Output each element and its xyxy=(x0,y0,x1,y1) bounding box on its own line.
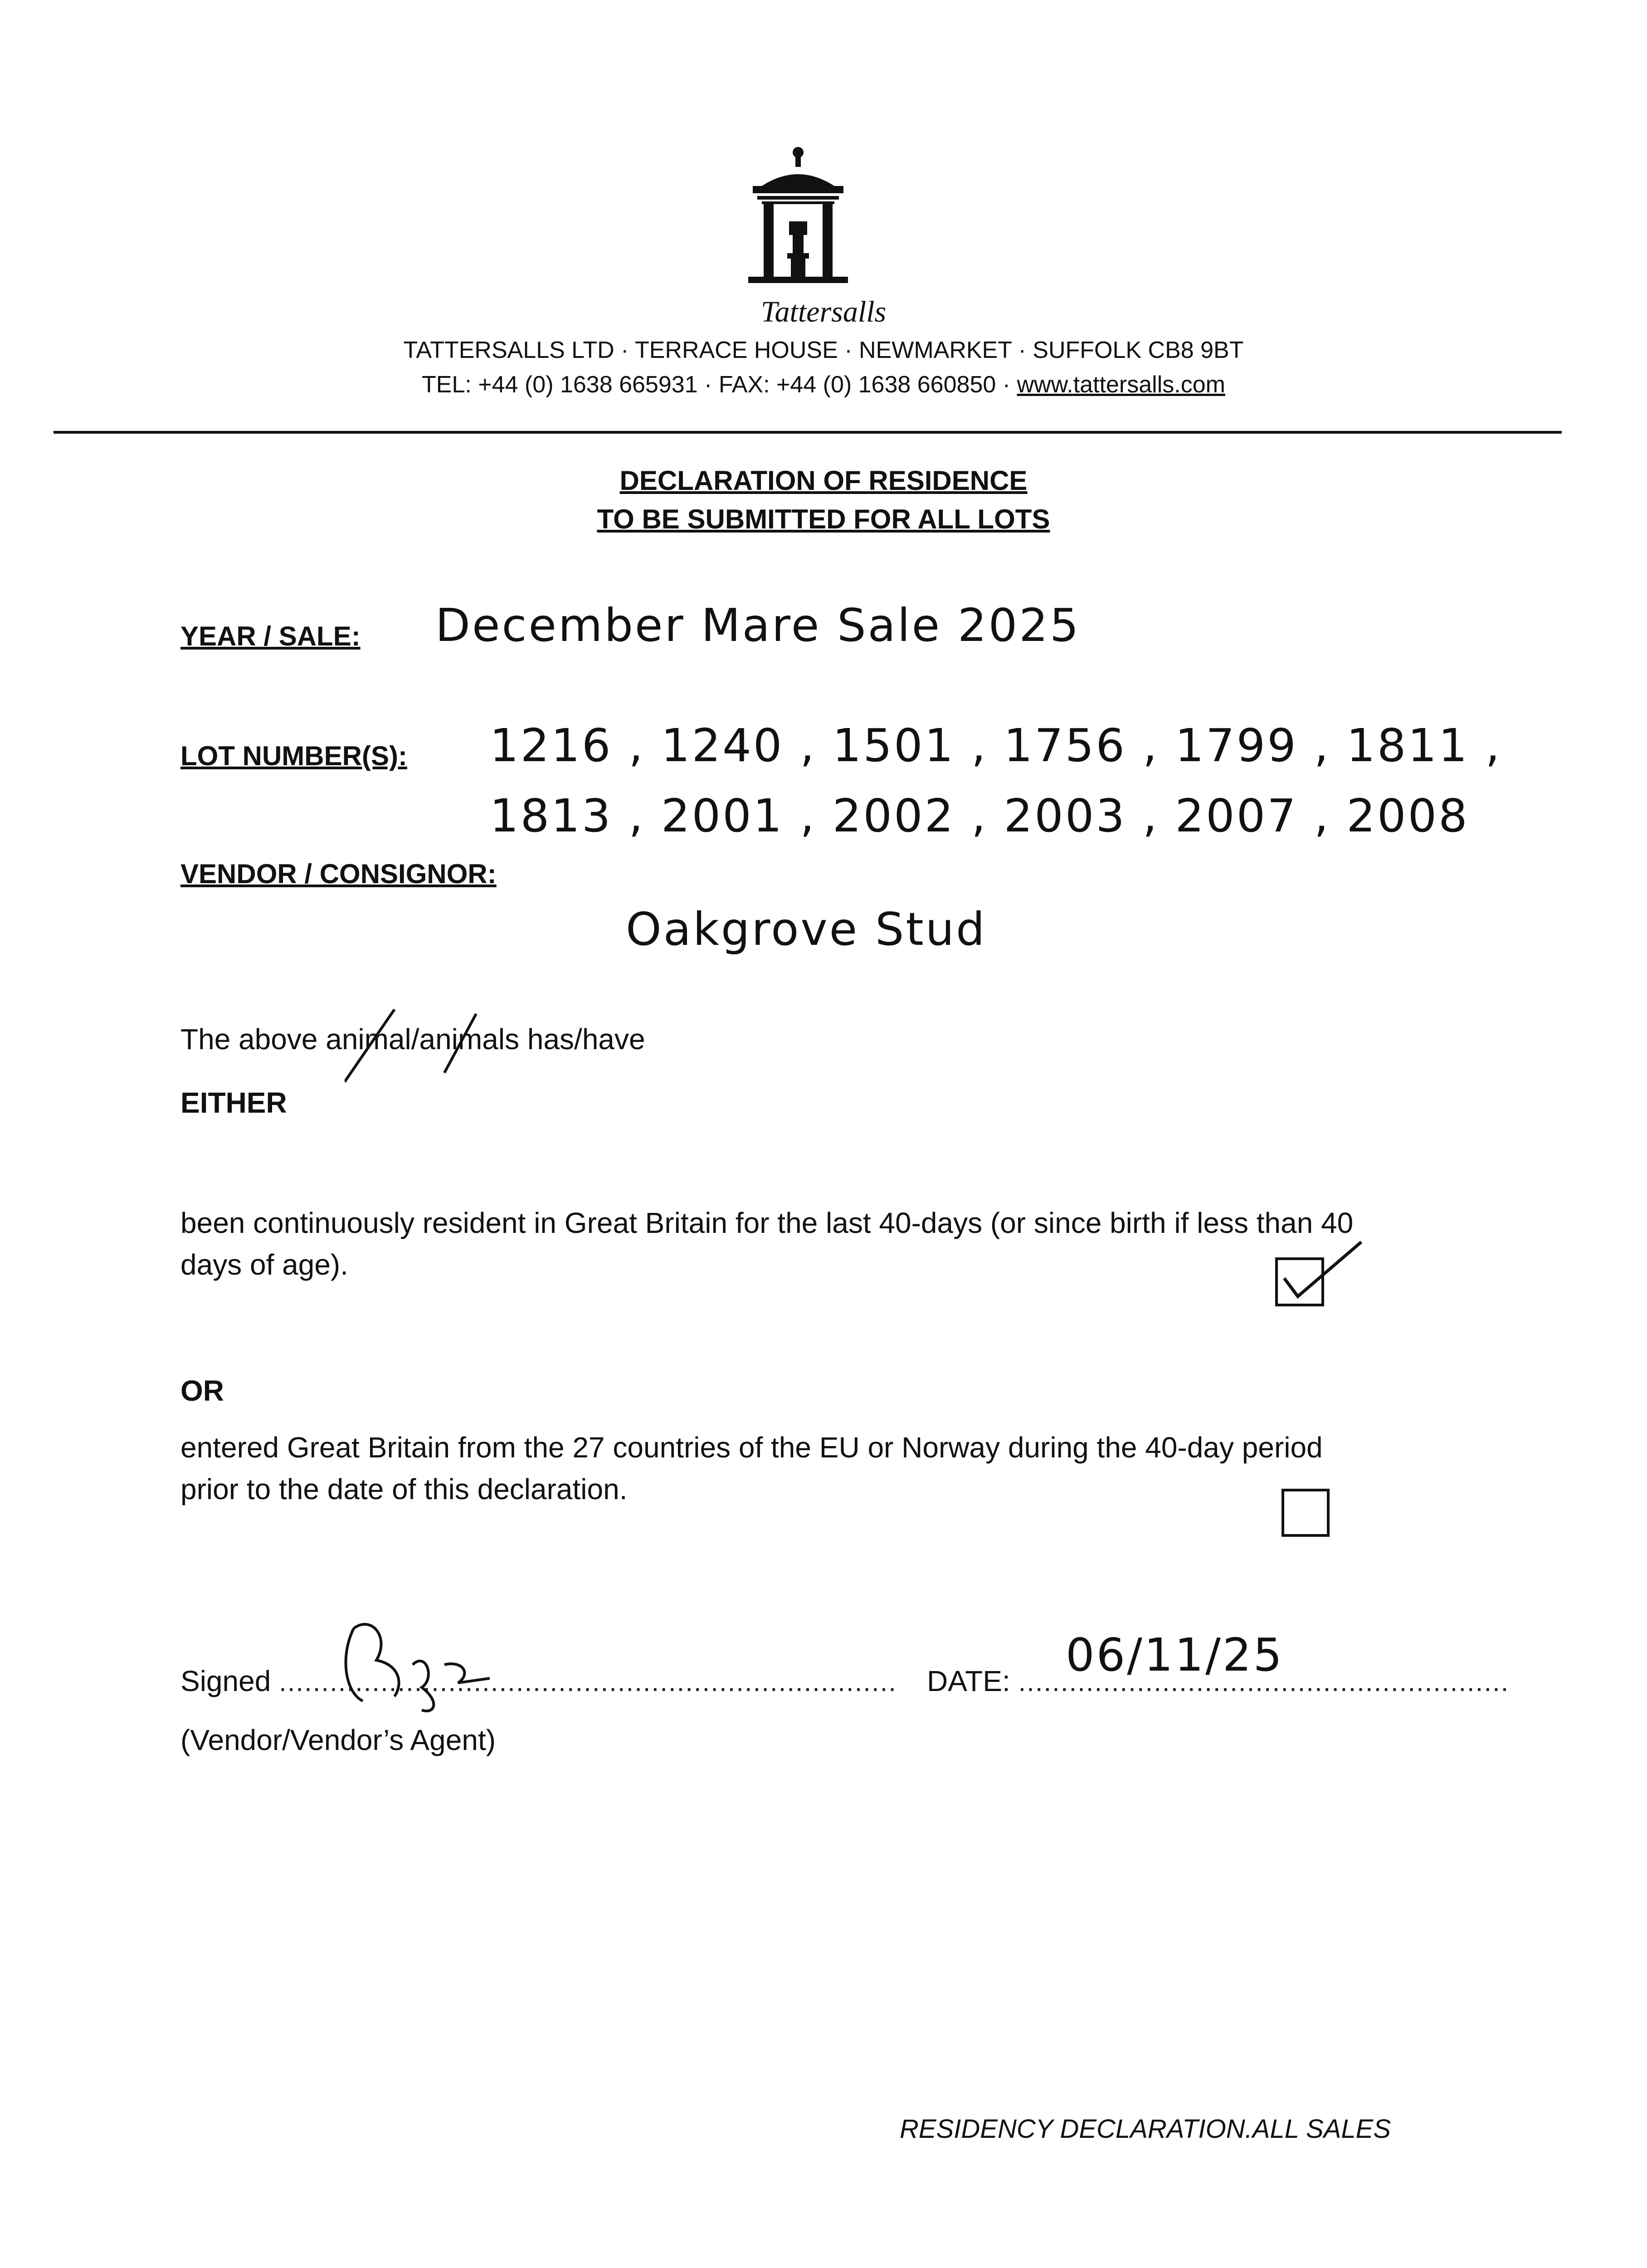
option1-checkbox[interactable] xyxy=(1275,1257,1324,1306)
year-sale-label: YEAR / SALE: xyxy=(180,621,361,651)
checkmark-icon xyxy=(1275,1233,1366,1305)
year-sale-value[interactable]: December Mare Sale 2025 xyxy=(435,599,1081,652)
header-divider xyxy=(54,431,1562,434)
or-label: OR xyxy=(180,1374,224,1407)
option2-checkbox[interactable] xyxy=(1282,1489,1330,1537)
vendor-value[interactable]: Oakgrove Stud xyxy=(626,903,987,956)
tattersalls-logo xyxy=(744,144,853,294)
lot-numbers-line1[interactable]: 1216 , 1240 , 1501 , 1756 , 1799 , 1811 , xyxy=(490,719,1502,772)
contact-line xyxy=(0,371,1647,398)
signature-scribble[interactable] xyxy=(336,1610,508,1715)
form-title: DECLARATION OF RESIDENCE xyxy=(619,465,1028,496)
signed-label: Signed xyxy=(180,1665,271,1697)
signed-row xyxy=(180,1660,897,1703)
date-label: DATE: xyxy=(927,1665,1010,1697)
option1-line2: days of age). xyxy=(180,1248,348,1281)
signature-line: ......................................................................... xyxy=(279,1667,897,1697)
address-line: TATTERSALLS LTD · TERRACE HOUSE · NEWMARKET · SUFFOLK CB8 9BT xyxy=(403,337,1244,363)
date-line: .......................................................... xyxy=(1018,1667,1510,1697)
lot-numbers-label: LOT NUMBER(S): xyxy=(180,741,407,771)
option2-line1: entered Great Britain from the 27 countries of the EU or Norway during the 40-day period xyxy=(180,1431,1323,1464)
option1-line1: been continuously resident in Great Britain for the last 40-days (or since birth if less than 40 xyxy=(180,1207,1354,1239)
lot-numbers-line2[interactable]: 1813 , 2001 , 2002 , 2003 , 2007 , 2008 xyxy=(490,789,1469,842)
footer-text: RESIDENCY DECLARATION.ALL SALES xyxy=(900,2114,1391,2144)
contact-text: TEL: +44 (0) 1638 665931 · FAX: +44 (0) 1638 660850 · xyxy=(422,371,1017,398)
strike-marks xyxy=(345,1009,508,1086)
brand-name: Tattersalls xyxy=(760,295,887,328)
vendor-label: VENDOR / CONSIGNOR: xyxy=(180,859,497,889)
declaration-intro-text: The above animal/animals has/have xyxy=(180,1023,645,1056)
website-link[interactable]: www.tattersalls.com xyxy=(1017,371,1225,398)
date-value[interactable]: 06/11/25 xyxy=(1066,1628,1284,1681)
option2-line2: prior to the date of this declaration. xyxy=(180,1473,628,1505)
form-subtitle: TO BE SUBMITTED FOR ALL LOTS xyxy=(597,504,1050,534)
signer-role: (Vendor/Vendor’s Agent) xyxy=(180,1724,496,1756)
either-label: EITHER xyxy=(180,1086,287,1119)
